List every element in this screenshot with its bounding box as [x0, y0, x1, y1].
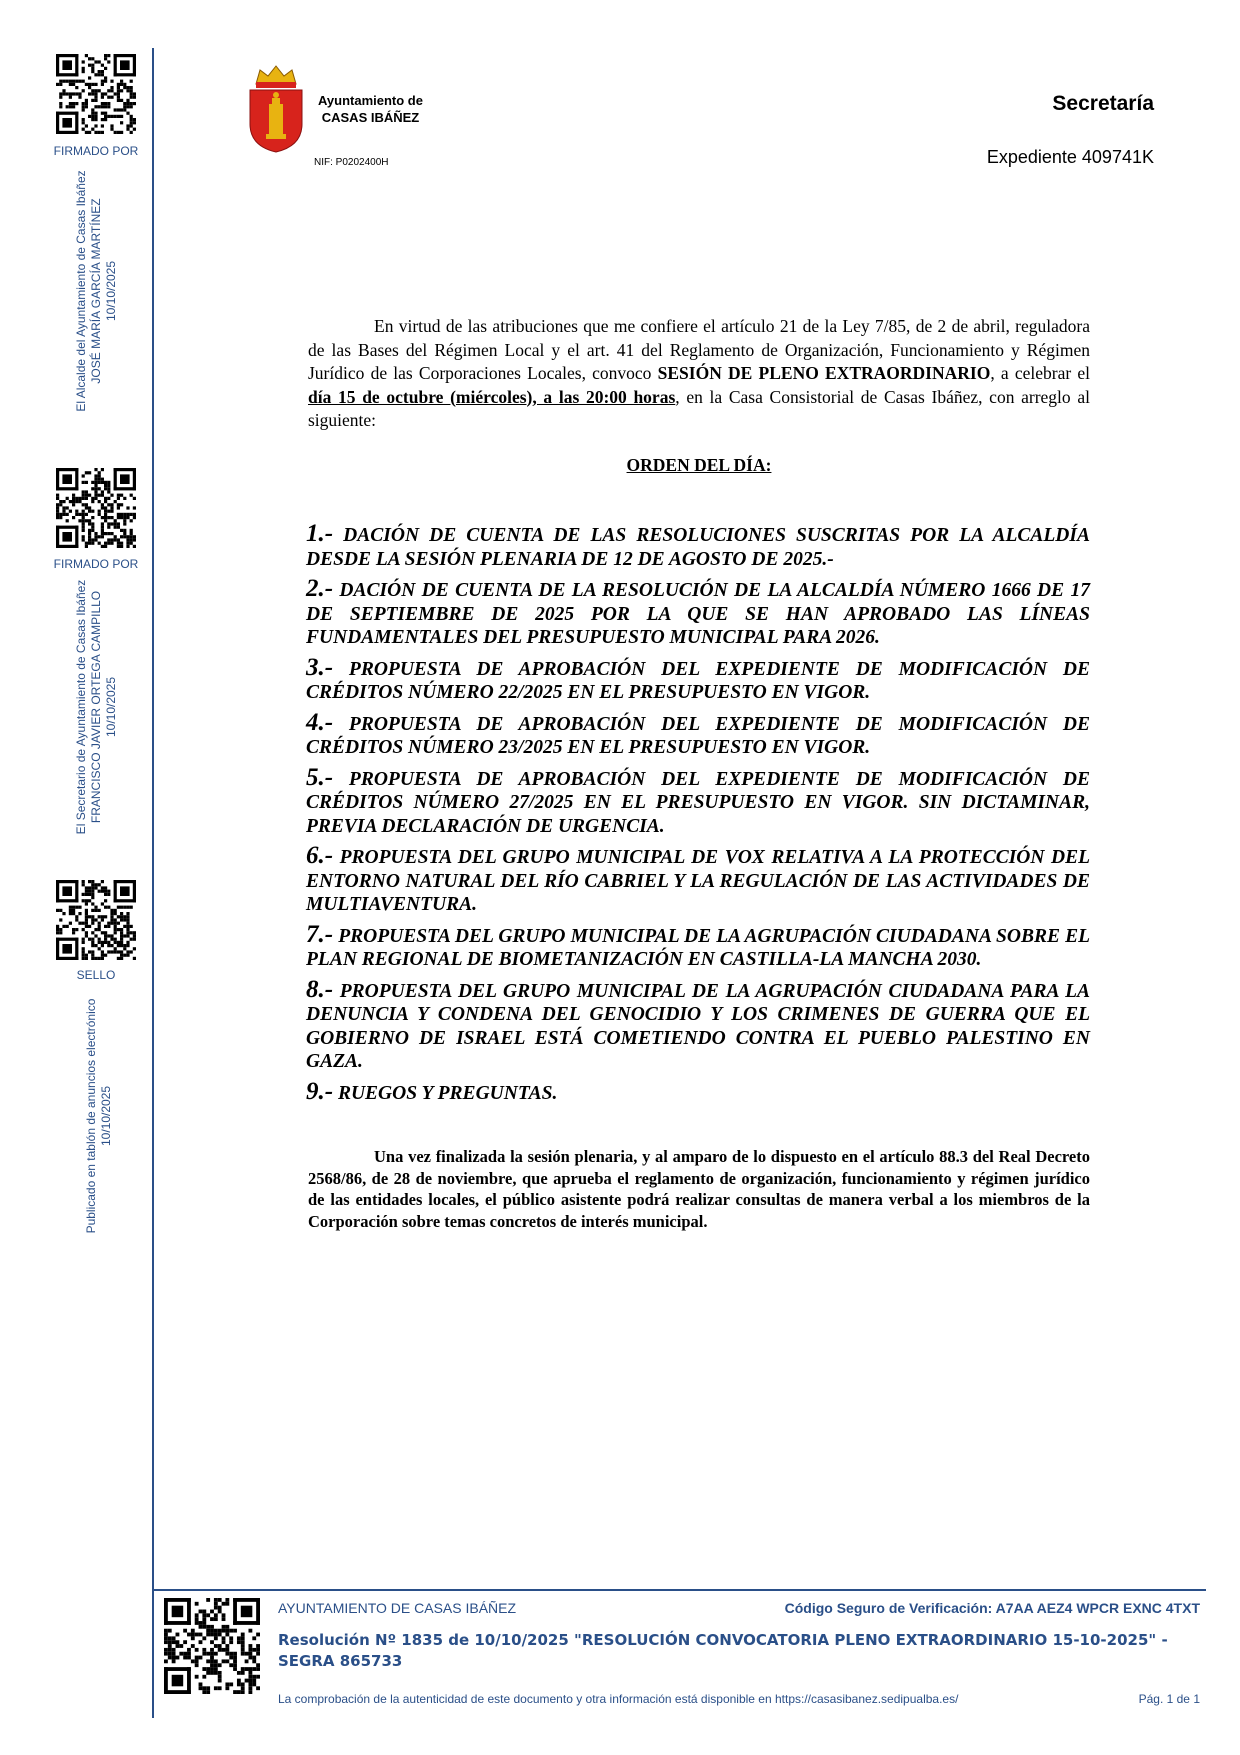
seal-text: Publicado en tablón de anuncios electrónico	[84, 998, 98, 1234]
qr-code-icon	[56, 880, 136, 960]
signature-label: FIRMADO POR	[53, 557, 139, 571]
agenda-item: 8.- PROPUESTA DEL GRUPO MUNICIPAL DE LA AGRUPACIÓN CIUDADANA PARA LA DENUNCIA Y CONDENA DEL GENOCIDIO Y LOS CRIMENES DE GUERRA QUE EL GOBIERNO DE ISRAEL ESTÁ COMETIENDO CONTRA EL PUEBLO PALESTINO EN GAZA.	[306, 975, 1090, 1072]
agenda-item: 9.- RUEGOS Y PREGUNTAS.	[306, 1077, 558, 1105]
resolution-title: Resolución Nº 1835 de 10/10/2025 "RESOLUCIÓN CONVOCATORIA PLENO EXTRAORDINARIO 15-10-2025" - SEGRA 865733	[278, 1631, 1168, 1670]
organization-name	[318, 92, 423, 126]
closing-paragraph: Una vez finalizada la sesión plenaria, y al amparo de lo dispuesto en el artículo 88.3 del Real Decreto 2568/86, de 28 de noviembre, que aprueba el reglamento de organización, funcionamiento y régimen jurídico de las entidades locales, el público asistente podrá realizar consultas de manera verbal a los miembros de la Corporación sobre temas concretos de interés municipal.	[308, 1147, 1090, 1231]
footer-divider	[152, 1589, 1206, 1591]
session-date: día 15 de octubre (miércoles), a las 20:00 horas	[308, 386, 676, 407]
department-title: Secretaría	[1052, 92, 1154, 115]
seal-label: SELLO	[76, 968, 116, 982]
signer-block-secretario	[74, 572, 119, 842]
agenda-item: 3.- PROPUESTA DE APROBACIÓN DEL EXPEDIENTE DE MODIFICACIÓN DE CRÉDITOS NÚMERO 22/2025 EN EL PRESUPUESTO EN VIGOR.	[306, 653, 1090, 703]
signer-role: El Secretario de Ayuntamiento de Casas Ibáñez	[74, 579, 88, 835]
agenda-item: 7.- PROPUESTA DEL GRUPO MUNICIPAL DE LA AGRUPACIÓN CIUDADANA SOBRE EL PLAN REGIONAL DE BIOMETANIZACIÓN EN CASTILLA-LA MANCHA 2030.	[306, 920, 1090, 970]
intro-paragraph: En virtud de las atribuciones que me confiere el artículo 21 de la Ley 7/85, de 2 de abril, reguladora de las Bases del Régimen Local y el art. 41 del Reglamento de Organización, Funcionamiento y Régimen Jurídico de las Corporaciones Locales, convoco SESIÓN DE PLENO EXTRAORDINARIO, a celebrar el día 15 de octubre (miércoles), a las 20:00 horas, en la Casa Consistorial de Casas Ibáñez, con arreglo al siguiente:	[308, 316, 1091, 430]
organization-line: CASAS IBÁÑEZ	[321, 110, 420, 125]
sidebar-divider	[152, 48, 154, 1718]
signer-name: JOSÉ MARÍA GARCÍA MARTÍNEZ	[89, 198, 103, 384]
agenda-title: ORDEN DEL DÍA:	[626, 455, 772, 475]
agenda-item: 4.- PROPUESTA DE APROBACIÓN DEL EXPEDIENTE DE MODIFICACIÓN DE CRÉDITOS NÚMERO 23/2025 EN EL PRESUPUESTO EN VIGOR.	[306, 708, 1090, 758]
agenda-item: 1.- DACIÓN DE CUENTA DE LAS RESOLUCIONES SUSCRITAS POR LA ALCALDÍA DESDE LA SESIÓN PLENARIA DE 12 DE AGOSTO DE 2025.-	[306, 520, 1090, 570]
qr-code-icon	[56, 54, 136, 134]
qr-code-icon	[164, 1598, 260, 1694]
agenda-list	[306, 522, 1090, 1111]
signer-date: 10/10/2025	[104, 260, 118, 322]
agenda-item: 2.- DACIÓN DE CUENTA DE LA RESOLUCIÓN DE LA ALCALDÍA NÚMERO 1666 DE 17 DE SEPTIEMBRE DE 2025 POR LA QUE SE HAN APROBADO LAS LÍNEAS FUNDAMENTALES DEL PRESUPUESTO MUNICIPAL PARA 2026.	[306, 575, 1090, 648]
agenda-item: 6.- PROPUESTA DEL GRUPO MUNICIPAL DE VOX RELATIVA A LA PROTECCIÓN DEL ENTORNO NATURAL DEL RÍO CABRIEL Y LA REGULACIÓN DE LAS ACTIVIDADES DE MULTIAVENTURA.	[306, 842, 1090, 915]
verification-code: Código Seguro de Verificación: A7AA AEZ4 WPCR EXNC 4TXT	[784, 1600, 1200, 1616]
session-type: SESIÓN DE PLENO EXTRAORDINARIO	[657, 363, 991, 383]
signature-label: FIRMADO POR	[53, 144, 139, 158]
authenticity-note: La comprobación de la autenticidad de este documento y otra información está disponible en https://casasibanez.sedipualba.es/	[278, 1692, 959, 1706]
signer-date: 10/10/2025	[104, 676, 118, 738]
organization-line: Ayuntamiento de	[318, 93, 423, 108]
footer-organization: AYUNTAMIENTO DE CASAS IBÁÑEZ	[278, 1600, 517, 1616]
page-number: Pág. 1 de 1	[1138, 1692, 1200, 1706]
coat-of-arms-icon	[246, 62, 306, 154]
seal-block	[84, 996, 114, 1236]
nif: NIF: P0202400H	[314, 157, 389, 168]
agenda-item: 5.- PROPUESTA DE APROBACIÓN DEL EXPEDIENTE DE MODIFICACIÓN DE CRÉDITOS NÚMERO 27/2025 EN EL PRESUPUESTO EN VIGOR. SIN DICTAMINAR, PREVIA DECLARACIÓN DE URGENCIA.	[306, 763, 1090, 837]
signer-block-alcalde	[74, 166, 119, 416]
qr-code-icon	[56, 468, 136, 548]
signer-role: El Alcalde del Ayuntamiento de Casas Ibáñez	[74, 170, 88, 412]
signer-name: FRANCISCO JAVIER ORTEGA CAMPILLO	[89, 590, 103, 824]
seal-date: 10/10/2025	[99, 1085, 113, 1147]
expediente-number: Expediente 409741K	[986, 147, 1154, 167]
